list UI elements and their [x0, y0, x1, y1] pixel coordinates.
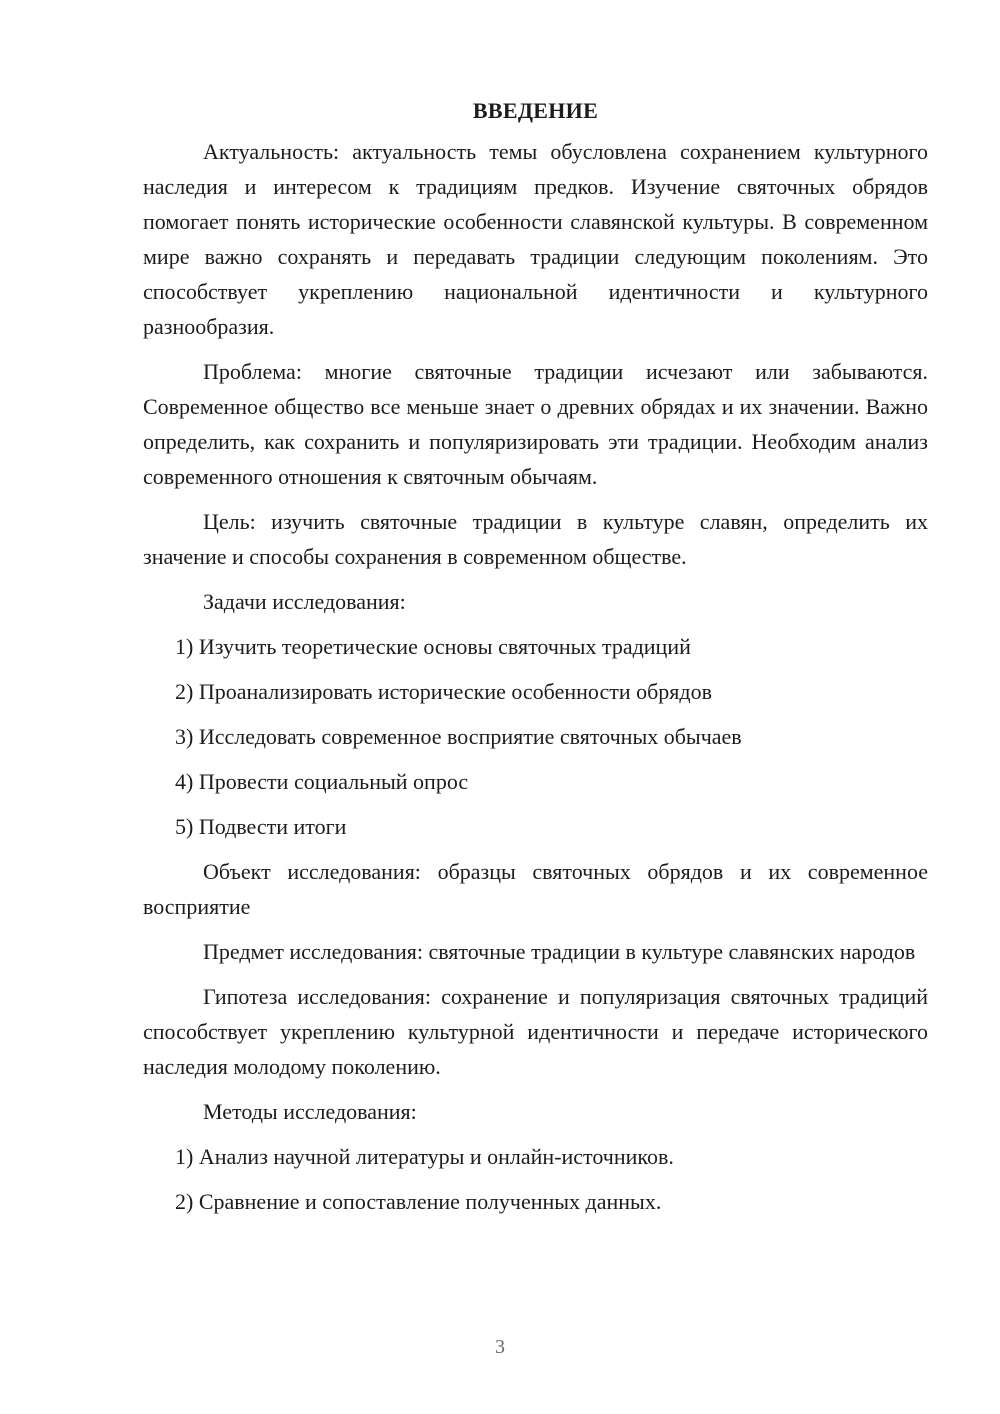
relevance-paragraph: Актуальность: актуальность темы обусловлена сохранением культурного наследия и интересом к традициям предков. Изучение святочных обрядов помогает понять исторические особенности славянской культуры. В современном мире важно сохранять и передавать традиции следующим поколениям. Это способствует укреплению национальной идентичности и культурного разнообразия. — [143, 139, 928, 339]
document-page — [143, 96, 928, 1229]
subject-paragraph: Предмет исследования: святочные традиции в культуре славянских народов — [203, 939, 916, 964]
method-item: 1) Анализ научной литературы и онлайн-источников. — [175, 1144, 674, 1169]
problem-paragraph: Проблема: многие святочные традиции исчезают или забываются. Современное общество все меньше знает о древних обрядах и их значении. Важно определить, как сохранить и популяризировать эти традиции. Необходим анализ современного отношения к святочным обычаям. — [143, 359, 928, 489]
methods-list — [143, 1139, 928, 1219]
task-item: 1) Изучить теоретические основы святочных традиций — [175, 634, 691, 659]
task-item: 2) Проанализировать исторические особенности обрядов — [175, 679, 712, 704]
tasks-list — [143, 629, 928, 844]
task-item: 5) Подвести итоги — [175, 814, 347, 839]
task-item: 3) Исследовать современное восприятие святочных обычаев — [175, 724, 742, 749]
tasks-heading: Задачи исследования: — [203, 589, 406, 614]
hypothesis-paragraph: Гипотеза исследования: сохранение и популяризация святочных традиций способствует укреплению культурной идентичности и передаче исторического наследия молодому поколению. — [143, 984, 928, 1079]
task-item: 4) Провести социальный опрос — [175, 769, 469, 794]
section-title: ВВЕДЕНИЕ — [472, 98, 599, 123]
methods-heading: Методы исследования: — [203, 1099, 417, 1124]
page-number: 3 — [495, 1336, 505, 1358]
goal-paragraph: Цель: изучить святочные традиции в культуре славян, определить их значение и способы сохранения в современном обществе. — [143, 509, 928, 569]
method-item: 2) Сравнение и сопоставление полученных данных. — [175, 1189, 662, 1214]
object-paragraph: Объект исследования: образцы святочных обрядов и их современное восприятие — [143, 859, 928, 919]
